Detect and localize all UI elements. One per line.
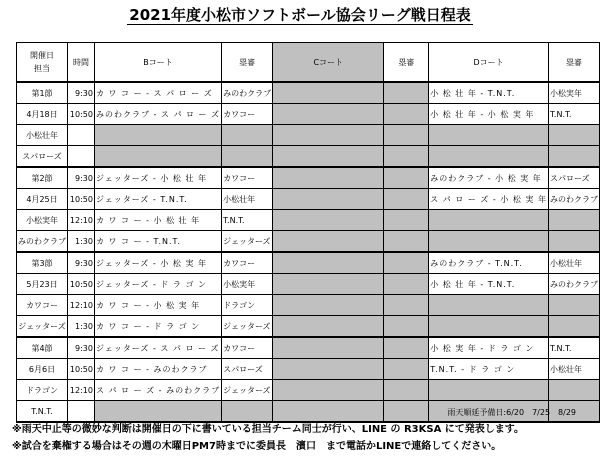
time-cell	[68, 401, 95, 423]
header-b-court: Bコート	[94, 43, 221, 83]
schedule-row	[17, 104, 600, 125]
d-court-match: T.N.T. ‐ ド ラ ゴ ン	[429, 359, 549, 380]
c-court-umpire	[384, 167, 429, 189]
time-cell: 10:50	[68, 359, 95, 380]
schedule-table	[16, 42, 600, 423]
date-cell: 第1節	[17, 82, 68, 104]
time-cell	[68, 125, 95, 146]
date-cell: みのわクラブ	[17, 231, 68, 253]
b-court-umpire: カワコー	[222, 167, 273, 189]
header-d-ref: 塁審	[548, 43, 599, 83]
schedule-row	[17, 337, 600, 359]
time-cell: 9:30	[68, 167, 95, 189]
b-court-umpire: カワコー	[222, 337, 273, 359]
date-cell: 4月25日	[17, 189, 68, 210]
date-cell: T.N.T.	[17, 401, 68, 423]
c-court-umpire	[384, 231, 429, 253]
b-court-umpire: ジェッターズ	[222, 316, 273, 338]
c-court-umpire	[384, 337, 429, 359]
c-court-umpire	[384, 252, 429, 274]
d-court-umpire: スパローズ	[548, 167, 599, 189]
c-court-umpire	[384, 189, 429, 210]
time-cell: 12:10	[68, 380, 95, 401]
schedule-row	[17, 231, 600, 253]
b-court-umpire	[222, 146, 273, 168]
header-d-court: Dコート	[429, 43, 549, 83]
b-court-umpire: カワコー	[222, 252, 273, 274]
d-court-umpire	[548, 125, 599, 146]
b-court-match: カ ワ コ ー ‐ ド ラ ゴ ン	[94, 316, 221, 338]
time-cell: 9:30	[68, 252, 95, 274]
b-court-umpire	[222, 401, 273, 423]
time-cell: 1:30	[68, 316, 95, 338]
time-cell	[68, 146, 95, 168]
header-time: 時間	[68, 43, 95, 83]
b-court-match: ジェッターズ ‐ 小 松 実 年	[94, 252, 221, 274]
time-cell: 10:50	[68, 104, 95, 125]
c-court-umpire	[384, 104, 429, 125]
schedule-row	[17, 380, 600, 401]
d-court-match: 小 松 実 年 ‐ ド ラ ゴ ン	[429, 337, 549, 359]
b-court-match: ジェッターズ ‐ ス パ ロ ー ズ	[94, 337, 221, 359]
c-court-umpire	[384, 295, 429, 316]
d-court-umpire: T.N.T.	[548, 104, 599, 125]
c-court-match	[273, 252, 384, 274]
header-host: 開催日 担当	[17, 43, 68, 83]
time-cell: 12:10	[68, 210, 95, 231]
d-court-umpire	[548, 210, 599, 231]
c-court-umpire	[384, 125, 429, 146]
time-cell: 10:50	[68, 274, 95, 295]
b-court-match: ジェッターズ ‐ 小 松 壮 年	[94, 167, 221, 189]
d-court-umpire: 小松壮年	[548, 252, 599, 274]
date-cell: ジェッターズ	[17, 316, 68, 338]
schedule-row	[17, 125, 600, 146]
d-court-match	[429, 316, 549, 338]
c-court-umpire	[384, 82, 429, 104]
backup-dates: 雨天順延予備日:6/20 7/25 8/29	[447, 408, 576, 417]
c-court-match	[273, 104, 384, 125]
c-court-umpire	[384, 316, 429, 338]
d-court-match	[429, 380, 549, 401]
d-court-match	[429, 146, 549, 168]
b-court-match: カ ワ コ ー ‐ みのわクラブ	[94, 359, 221, 380]
schedule-row	[17, 167, 600, 189]
time-cell: 9:30	[68, 337, 95, 359]
c-court-match	[273, 231, 384, 253]
date-cell: 第4節	[17, 337, 68, 359]
c-court-match	[273, 359, 384, 380]
b-court-umpire: ジェッターズ	[222, 380, 273, 401]
d-court-match: 小 松 壮 年 ‐ T.N.T.	[429, 274, 549, 295]
b-court-match: みのわクラブ ‐ ス パ ロ ー ズ	[94, 104, 221, 125]
d-court-match: みのわクラブ ‐ T.N.T.	[429, 252, 549, 274]
note-forfeit: ※試合を棄権する場合はその週の木曜日PM7時までに委員長 濱口 まで電話かLINEで連絡してください。	[12, 441, 502, 452]
d-court-umpire	[548, 231, 599, 253]
b-court-umpire: 小松実年	[222, 274, 273, 295]
b-court-umpire: 小松壮年	[222, 189, 273, 210]
schedule-row	[17, 316, 600, 338]
schedule-row	[17, 189, 600, 210]
d-court-match	[429, 210, 549, 231]
schedule-row	[17, 210, 600, 231]
b-court-umpire: みのわクラブ	[222, 82, 273, 104]
c-court-umpire	[384, 210, 429, 231]
d-court-umpire: みのわクラブ	[548, 274, 599, 295]
d-court-umpire: T.N.T.	[548, 337, 599, 359]
date-cell: 4月18日	[17, 104, 68, 125]
b-court-match	[94, 401, 221, 423]
d-court-umpire	[548, 316, 599, 338]
schedule-row	[17, 146, 600, 168]
c-court-match	[273, 337, 384, 359]
b-court-umpire: カワコー	[222, 104, 273, 125]
c-court-match	[273, 210, 384, 231]
c-court-umpire	[384, 274, 429, 295]
header-c-ref: 塁審	[384, 43, 429, 83]
date-cell: ドラゴン	[17, 380, 68, 401]
header-row	[17, 43, 600, 83]
d-court-umpire: みのわクラブ	[548, 189, 599, 210]
header-c-court: Cコート	[273, 43, 384, 83]
b-court-match: ジェッターズ ‐ T.N.T.	[94, 189, 221, 210]
d-court-umpire: 小松実年	[548, 82, 599, 104]
d-court-umpire	[548, 380, 599, 401]
c-court-match	[273, 316, 384, 338]
b-court-umpire: ドラゴン	[222, 295, 273, 316]
date-cell: 小松実年	[17, 210, 68, 231]
d-court-match: ス パ ロ ー ズ ‐ 小 松 実 年	[429, 189, 549, 210]
b-court-match: カ ワ コ ー ‐ 小 松 壮 年	[94, 210, 221, 231]
b-court-match: ジェッターズ ‐ ド ラ ゴ ン	[94, 274, 221, 295]
d-court-match	[429, 295, 549, 316]
date-cell: 5月23日	[17, 274, 68, 295]
time-cell: 12:10	[68, 295, 95, 316]
d-court-match	[429, 125, 549, 146]
c-court-umpire	[384, 146, 429, 168]
b-court-umpire: ジェッターズ	[222, 231, 273, 253]
d-court-match: 小 松 壮 年 ‐ 小 松 実 年	[429, 104, 549, 125]
c-court-umpire	[384, 359, 429, 380]
schedule-row	[17, 274, 600, 295]
d-court-umpire	[548, 146, 599, 168]
schedule-row	[17, 359, 600, 380]
d-court-umpire: 小松壮年	[548, 359, 599, 380]
date-cell: 小松壮年	[17, 125, 68, 146]
page-title: 2021年度小松市ソフトボール協会リーグ戦日程表	[129, 6, 471, 24]
header-b-ref: 塁審	[222, 43, 273, 83]
c-court-match	[273, 401, 384, 423]
b-court-umpire	[222, 125, 273, 146]
b-court-match: ス パ ロ ー ズ ‐ みのわクラブ	[94, 380, 221, 401]
d-court-umpire	[548, 295, 599, 316]
date-cell: カワコー	[17, 295, 68, 316]
d-court-match: みのわクラブ ‐ 小 松 実 年	[429, 167, 549, 189]
b-court-match	[94, 125, 221, 146]
b-court-match: カ ワ コ ー ‐ 小 松 実 年	[94, 295, 221, 316]
b-court-match	[94, 146, 221, 168]
time-cell: 1:30	[68, 231, 95, 253]
c-court-match	[273, 274, 384, 295]
c-court-match	[273, 167, 384, 189]
schedule-row	[17, 252, 600, 274]
c-court-match	[273, 125, 384, 146]
note-rain: ※雨天中止等の微妙な判断は開催日の下に書いている担当チーム同士が行い、LINE の R3KSA にて発表します。	[12, 424, 525, 435]
b-court-umpire: スパローズ	[222, 359, 273, 380]
c-court-match	[273, 146, 384, 168]
d-court-match	[429, 231, 549, 253]
b-court-match: カ ワ コ ー ‐ ス パ ロ ー ズ	[94, 82, 221, 104]
b-court-match: カ ワ コ ー ‐ T.N.T.	[94, 231, 221, 253]
c-court-umpire	[384, 380, 429, 401]
c-court-umpire	[384, 401, 429, 423]
c-court-match	[273, 189, 384, 210]
d-court-match: 小 松 壮 年 ‐ T.N.T.	[429, 82, 549, 104]
time-cell: 9:30	[68, 82, 95, 104]
date-cell: 第3節	[17, 252, 68, 274]
b-court-umpire: T.N.T.	[222, 210, 273, 231]
date-cell: 第2節	[17, 167, 68, 189]
c-court-match	[273, 380, 384, 401]
time-cell: 10:50	[68, 189, 95, 210]
schedule-row	[17, 295, 600, 316]
c-court-match	[273, 82, 384, 104]
date-cell: スパローズ	[17, 146, 68, 168]
schedule-row	[17, 82, 600, 104]
c-court-match	[273, 295, 384, 316]
date-cell: 6月6日	[17, 359, 68, 380]
